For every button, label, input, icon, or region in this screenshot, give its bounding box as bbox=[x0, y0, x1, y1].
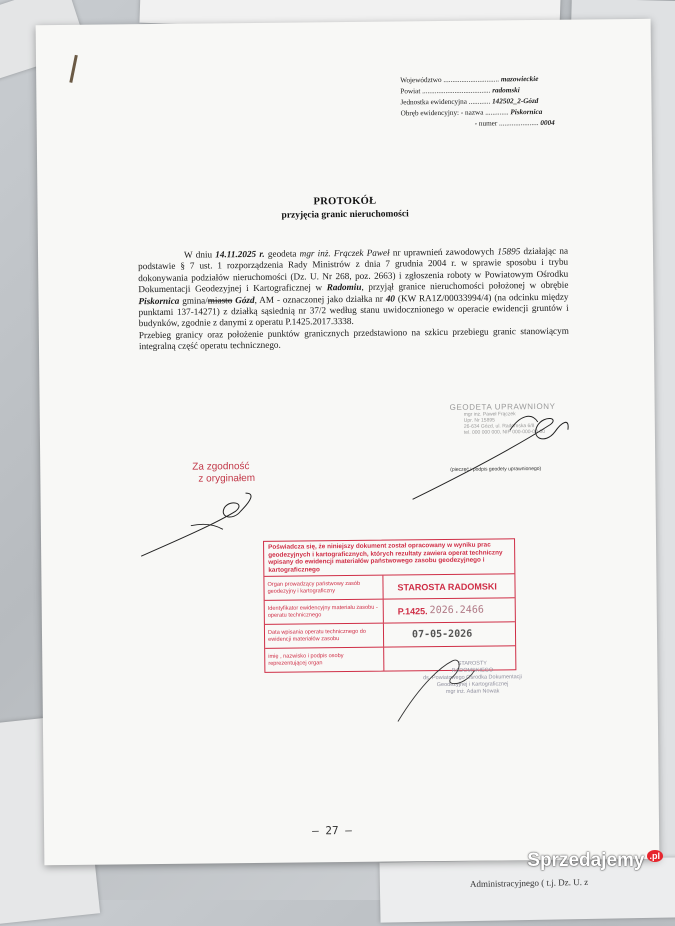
meta-numer: - numer ...................... 0004 bbox=[474, 118, 555, 128]
geodeta-stamp: GEODETA UPRAWNIONY mgr inż. Paweł Frączek Upr. Nr 15895 26-634 Gózd, ul. Radomska 6/8 tel. 000 000 000, NIP 000-000-00-00 bbox=[449, 401, 556, 436]
certified-copy-signature bbox=[141, 493, 252, 556]
certified-copy-signature-stroke bbox=[191, 524, 223, 530]
handwritten-signatures bbox=[36, 19, 660, 865]
meta-jednostka: Jednostka ewidencyjna ............ 142502_2-Gózd bbox=[400, 96, 539, 107]
page-number: – 27 – bbox=[312, 823, 352, 838]
stamp-header: Poświadcza się, że niniejszy dokument został opracowany w wyniku prac geodezyjnych i kartograficznych, których rezultaty zawiera operat techniczny wpisany do ewidencji materiałów państwowego zasobu geodezyjnego i kartograficznego bbox=[264, 539, 514, 577]
edge-text: Administracyjnego ( t.j. Dz. U. z bbox=[469, 876, 589, 890]
stamp-row: Identyfikator ewidencyjny materiału zasobu - operatu technicznego P.1425. 2026.2466 bbox=[265, 599, 515, 626]
certified-copy-stamp: Za zgodność z oryginałem bbox=[192, 461, 256, 485]
protocol-paragraph: Przebieg granicy oraz położenie punktów granicznych przedstawiono na szkicu przebiegu granic stanowiącym integralną część operatu technicznego. bbox=[138, 325, 569, 352]
resource-registration-stamp bbox=[263, 538, 516, 673]
document-subtitle: przyjęcia granic nieruchomości bbox=[281, 209, 409, 221]
protocol-body bbox=[138, 246, 569, 353]
staple-mark bbox=[69, 55, 77, 83]
meta-powiat: Powiat ...................................... radomski bbox=[400, 86, 520, 96]
protocol-paragraph: W dniu 14.11.2025 r. geodeta mgr inż. Frączek Paweł nr uprawnień zawodowych 15895 działając na podstawie § 7 ust. 1 rozporządzenia Rady Ministrów z dnia 7 grudnia 2004 r. w sprawie sposobu i trybu dokonywania podziałów nieruchomości (Dz. U. Nr 268, poz. 2663) i zgłoszenia roboty w Powiatowym Ośrodku Dokumentacji Geodezyjnej i Kartograficznej w Radomiu, przyjął granice nieruchomości położonej w obrębie Piskornica gmina/miasto Gózd, AM - oznaczonej jako działka nr 40 (KW RA1Z/00033994/4) (na odcinku między punktami 137-14271) z działką sąsiednią nr 37/2 według stanu uwidocznionego w operacie ewidencji gruntów i budynków, zgodnie z danymi z operatu P.1425.2017.3338. bbox=[138, 245, 569, 329]
signature-caption: (pieczęć i podpis geodety uprawnionego) bbox=[450, 465, 542, 473]
location-metadata bbox=[400, 73, 621, 130]
document-page bbox=[36, 19, 660, 865]
stamp-row: Organ prowadzący państwowy zasób geodezyjny i kartograficzny STAROSTA RADOMSKI bbox=[264, 575, 514, 602]
site-watermark: Sprzedajemy $^{.pl}$ bbox=[527, 850, 663, 872]
starosta-stamp: STAROSTY RADOMSKIEGO ds. Powiatowego Ośrodka Dokumentacji Geodezyjnej i Kartograficznej mgr inż. Adam Nowak bbox=[423, 660, 522, 695]
document-title: PROTOKÓŁ bbox=[313, 195, 377, 208]
stamp-row: Data wpisania operatu technicznego do ewidencji materiałów zasobu 07-05-2026 bbox=[265, 623, 515, 650]
stamp-row: imię , nazwisko i podpis osoby reprezentującej organ bbox=[265, 647, 515, 673]
meta-wojewodztwo: Województwo ............................... mazowieckie bbox=[400, 74, 539, 85]
meta-obreb: Obręb ewidencyjny: - nazwa ............. Piskornica bbox=[400, 107, 543, 118]
